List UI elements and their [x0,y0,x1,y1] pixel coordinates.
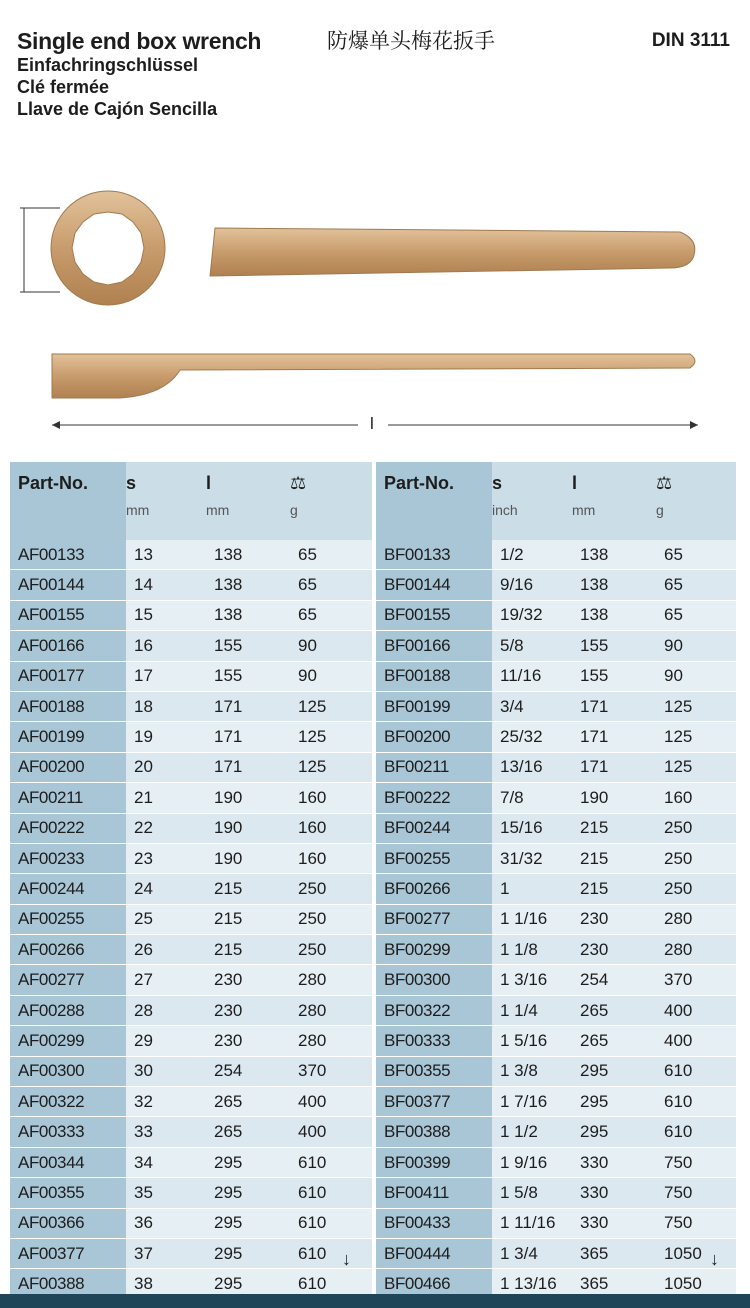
l-cell: 330 [572,1208,656,1238]
l-cell: 155 [572,661,656,691]
unit-part-no [376,496,492,540]
table-row [10,1026,372,1056]
table-row [10,965,372,995]
weight-cell: 125 [656,691,736,721]
part-no-cell: AF00377 [10,1238,126,1268]
part-no-cell: AF00299 [10,1026,126,1056]
weight-cell: 280 [656,904,736,934]
weight-cell: 125 [656,722,736,752]
l-cell: 215 [206,904,290,934]
l-cell: 265 [572,1026,656,1056]
part-no-cell: AF00344 [10,1147,126,1177]
l-cell: 265 [206,1087,290,1117]
column-header-part-no: Part-No. [10,462,126,496]
weight-cell: 750 [656,1208,736,1238]
l-cell: 138 [206,570,290,600]
table-row [376,965,736,995]
weight-cell: 65 [656,540,736,570]
table-row [376,995,736,1025]
s-cell: 22 [126,813,206,843]
part-no-cell: BF00222 [376,783,492,813]
s-cell: 16 [126,631,206,661]
weight-cell: 65 [290,540,372,570]
table-row [376,783,736,813]
weight-cell: 1050 [656,1269,736,1299]
weight-cell: 65 [656,570,736,600]
length-label: l [370,414,374,433]
s-cell: 37 [126,1238,206,1268]
table-row [376,1147,736,1177]
weight-cell: 250 [656,874,736,904]
s-cell: 1 3/4 [492,1238,572,1268]
part-no-cell: AF00166 [10,631,126,661]
s-cell: 20 [126,752,206,782]
table-row [376,600,736,630]
weight-cell: 400 [290,1087,372,1117]
s-cell: 33 [126,1117,206,1147]
part-no-cell: BF00322 [376,995,492,1025]
s-cell: 18 [126,691,206,721]
l-cell: 254 [206,1056,290,1086]
column-header-part-no: Part-No. [376,462,492,496]
table-row [376,1238,736,1268]
part-no-cell: AF00333 [10,1117,126,1147]
table-row [10,1087,372,1117]
l-cell: 215 [572,813,656,843]
l-cell: 171 [572,722,656,752]
part-no-cell: BF00377 [376,1087,492,1117]
l-cell: 138 [572,570,656,600]
wrench-drawing [0,170,750,450]
l-cell: 171 [206,722,290,752]
table-row [10,600,372,630]
weight-cell: 125 [290,752,372,782]
part-no-cell: BF00155 [376,600,492,630]
table-row [376,935,736,965]
l-cell: 295 [206,1238,290,1268]
weight-cell: 610 [656,1056,736,1086]
part-no-cell: AF00300 [10,1056,126,1086]
s-cell: 1 9/16 [492,1147,572,1177]
weight-cell: 125 [290,691,372,721]
s-cell: 1 13/16 [492,1269,572,1299]
l-cell: 171 [206,691,290,721]
wrench-side-view [52,354,698,433]
table-row [10,631,372,661]
weight-cell: 610 [290,1269,372,1299]
table-unit-row [10,496,372,540]
l-cell: 330 [572,1147,656,1177]
part-no-cell: AF00133 [10,540,126,570]
standard-label: DIN 3111 [651,30,730,51]
l-cell: 215 [206,874,290,904]
s-cell: 3/4 [492,691,572,721]
s-cell: 1 7/16 [492,1087,572,1117]
part-no-cell: BF00277 [376,904,492,934]
weight-cell: 65 [290,600,372,630]
table-row [10,661,372,691]
s-cell: 9/16 [492,570,572,600]
part-no-cell: AF00355 [10,1178,126,1208]
table-row [10,570,372,600]
more-arrow-icon: ↓ [710,1249,719,1269]
part-no-cell: BF00244 [376,813,492,843]
metric-parts-table [10,462,372,1300]
column-header-l: l [206,462,290,496]
table-row [376,1117,736,1147]
part-no-cell: BF00355 [376,1056,492,1086]
s-cell: 23 [126,843,206,873]
product-title-de: Einfachringschlüssel [17,55,199,75]
column-header-l: l [572,462,656,496]
table-row [376,1026,736,1056]
l-cell: 215 [572,843,656,873]
part-no-cell: AF00188 [10,691,126,721]
l-cell: 171 [206,752,290,782]
weight-cell: 1050 [656,1238,736,1268]
s-cell: 1 [492,874,572,904]
part-no-cell: BF00133 [376,540,492,570]
s-cell: 31/32 [492,843,572,873]
s-cell: 28 [126,995,206,1025]
part-no-cell: AF00233 [10,843,126,873]
weight-cell: 250 [290,935,372,965]
unit-l: mm [572,496,656,540]
inch-parts-table [376,462,736,1300]
part-no-cell: AF00322 [10,1087,126,1117]
wrench-top-view [20,191,695,305]
s-cell: 32 [126,1087,206,1117]
s-cell: 1 5/16 [492,1026,572,1056]
table-row [376,843,736,873]
l-cell: 295 [206,1178,290,1208]
l-cell: 254 [572,965,656,995]
l-cell: 295 [206,1269,290,1299]
weight-cell: 370 [656,965,736,995]
table-row [10,1117,372,1147]
s-cell: 25 [126,904,206,934]
s-cell: 34 [126,1147,206,1177]
table-row [10,722,372,752]
s-cell: 1 3/8 [492,1056,572,1086]
s-cell: 30 [126,1056,206,1086]
part-no-cell: BF00166 [376,631,492,661]
l-cell: 138 [572,600,656,630]
unit-part-no [10,496,126,540]
s-cell: 19 [126,722,206,752]
weight-cell: 90 [656,661,736,691]
part-no-cell: AF00144 [10,570,126,600]
s-cell: 15/16 [492,813,572,843]
weight-cell: 400 [656,995,736,1025]
l-cell: 138 [206,600,290,630]
table-header-row [376,462,736,496]
part-no-cell: AF00222 [10,813,126,843]
l-cell: 138 [572,540,656,570]
product-title-cn: 防爆单头梅花扳手 [327,29,495,53]
weight-icon: ⚖ [656,462,736,496]
s-cell: 21 [126,783,206,813]
weight-cell: 610 [656,1087,736,1117]
s-cell: 1/2 [492,540,572,570]
l-cell: 190 [206,813,290,843]
l-cell: 215 [206,935,290,965]
l-cell: 230 [206,995,290,1025]
l-cell: 295 [206,1147,290,1177]
table-row [10,813,372,843]
weight-cell: 280 [290,1026,372,1056]
l-cell: 295 [572,1056,656,1086]
l-cell: 190 [206,843,290,873]
unit-s: mm [126,496,206,540]
part-no-cell: AF00155 [10,600,126,630]
s-cell: 1 11/16 [492,1208,572,1238]
part-no-cell: BF00300 [376,965,492,995]
unit-s: inch [492,496,572,540]
unit-weight: g [290,496,372,540]
catalog-header [17,28,730,120]
weight-cell: 400 [290,1117,372,1147]
weight-cell: 610 [656,1117,736,1147]
weight-cell: 90 [656,631,736,661]
part-no-cell: AF00177 [10,661,126,691]
l-cell: 138 [206,540,290,570]
table-row [376,570,736,600]
table-row [376,1056,736,1086]
footer-bar [0,1294,750,1308]
unit-weight: g [656,496,736,540]
weight-cell: 125 [656,752,736,782]
s-cell: 1 3/16 [492,965,572,995]
part-no-cell: AF00266 [10,935,126,965]
table-row [10,904,372,934]
s-cell: 1 1/16 [492,904,572,934]
part-no-cell: AF00211 [10,783,126,813]
part-no-cell: BF00466 [376,1269,492,1299]
l-cell: 171 [572,691,656,721]
weight-cell: 250 [656,843,736,873]
part-no-cell: AF00255 [10,904,126,934]
part-no-cell: BF00299 [376,935,492,965]
l-cell: 230 [206,965,290,995]
s-cell: 14 [126,570,206,600]
s-cell: 5/8 [492,631,572,661]
l-cell: 215 [572,874,656,904]
s-cell: 13 [126,540,206,570]
weight-cell: 160 [290,783,372,813]
weight-cell: 65 [656,600,736,630]
part-no-cell: AF00277 [10,965,126,995]
table-row [10,752,372,782]
weight-cell: 370 [290,1056,372,1086]
weight-cell: 160 [656,783,736,813]
l-cell: 265 [572,995,656,1025]
table-row [376,904,736,934]
l-cell: 295 [572,1087,656,1117]
part-no-cell: AF00388 [10,1269,126,1299]
weight-icon: ⚖ [290,462,372,496]
more-arrow-icon: ↓ [342,1249,351,1269]
s-cell: 35 [126,1178,206,1208]
table-row [376,813,736,843]
product-title-en: Single end box wrench [17,28,262,54]
l-cell: 171 [572,752,656,782]
table-row [376,874,736,904]
s-cell: 24 [126,874,206,904]
product-title-es: Llave de Cajón Sencilla [17,99,218,119]
weight-cell: 250 [290,904,372,934]
l-cell: 190 [572,783,656,813]
part-no-cell: BF00200 [376,722,492,752]
weight-cell: 750 [656,1147,736,1177]
l-cell: 295 [206,1208,290,1238]
l-cell: 230 [206,1026,290,1056]
weight-cell: 90 [290,631,372,661]
table-row [376,661,736,691]
s-cell: 15 [126,600,206,630]
part-no-cell: BF00411 [376,1178,492,1208]
weight-cell: 160 [290,813,372,843]
s-cell: 1 1/4 [492,995,572,1025]
s-cell: 17 [126,661,206,691]
part-no-cell: BF00255 [376,843,492,873]
table-row [10,1178,372,1208]
part-no-cell: AF00199 [10,722,126,752]
part-no-cell: BF00333 [376,1026,492,1056]
part-no-cell: BF00399 [376,1147,492,1177]
weight-cell: 400 [656,1026,736,1056]
l-cell: 330 [572,1178,656,1208]
table-row [10,540,372,570]
table-row [376,752,736,782]
weight-cell: 280 [290,965,372,995]
s-cell: 11/16 [492,661,572,691]
table-row [10,783,372,813]
s-cell: 38 [126,1269,206,1299]
part-no-cell: BF00188 [376,661,492,691]
weight-cell: 750 [656,1178,736,1208]
table-row [10,691,372,721]
s-cell: 25/32 [492,722,572,752]
table-header-row [10,462,372,496]
s-cell: 1 5/8 [492,1178,572,1208]
weight-cell: 280 [290,995,372,1025]
part-no-cell: BF00433 [376,1208,492,1238]
table-row [376,1178,736,1208]
weight-cell: 610 [290,1147,372,1177]
weight-cell: 250 [290,874,372,904]
table-row [10,874,372,904]
weight-cell: 250 [656,813,736,843]
table-row [10,995,372,1025]
s-cell: 26 [126,935,206,965]
part-no-cell: BF00211 [376,752,492,782]
l-cell: 155 [206,661,290,691]
l-cell: 230 [572,904,656,934]
table-row [10,935,372,965]
l-cell: 155 [206,631,290,661]
weight-cell: 160 [290,843,372,873]
column-header-s: s [492,462,572,496]
table-unit-row [376,496,736,540]
s-cell: 7/8 [492,783,572,813]
part-no-cell: BF00199 [376,691,492,721]
table-row [376,1087,736,1117]
product-title-fr: Clé fermée [17,77,110,97]
weight-cell: 90 [290,661,372,691]
l-cell: 155 [572,631,656,661]
part-no-cell: AF00244 [10,874,126,904]
part-no-cell: AF00288 [10,995,126,1025]
s-cell: 29 [126,1026,206,1056]
column-header-s: s [126,462,206,496]
weight-cell: 610 [290,1178,372,1208]
l-cell: 190 [206,783,290,813]
table-row [376,540,736,570]
l-cell: 365 [572,1238,656,1268]
s-cell: 27 [126,965,206,995]
l-cell: 265 [206,1117,290,1147]
l-cell: 295 [572,1117,656,1147]
table-row [376,1208,736,1238]
part-no-cell: AF00200 [10,752,126,782]
l-cell: 230 [572,935,656,965]
weight-cell: 280 [656,935,736,965]
table-row [376,691,736,721]
table-row [10,1238,372,1268]
unit-l: mm [206,496,290,540]
table-row [10,1147,372,1177]
s-cell: 1 1/2 [492,1117,572,1147]
s-cell: 13/16 [492,752,572,782]
part-no-cell: BF00444 [376,1238,492,1268]
s-cell: 19/32 [492,600,572,630]
table-row [10,1056,372,1086]
table-row [376,722,736,752]
weight-cell: 65 [290,570,372,600]
table-row [10,1208,372,1238]
part-no-cell: BF00266 [376,874,492,904]
part-no-cell: AF00366 [10,1208,126,1238]
part-no-cell: BF00388 [376,1117,492,1147]
l-cell: 365 [572,1269,656,1299]
weight-cell: 610 [290,1208,372,1238]
part-no-cell: BF00144 [376,570,492,600]
weight-cell: 610 [290,1238,372,1268]
table-row [10,843,372,873]
weight-cell: 125 [290,722,372,752]
table-row [376,631,736,661]
s-cell: 1 1/8 [492,935,572,965]
s-cell: 36 [126,1208,206,1238]
